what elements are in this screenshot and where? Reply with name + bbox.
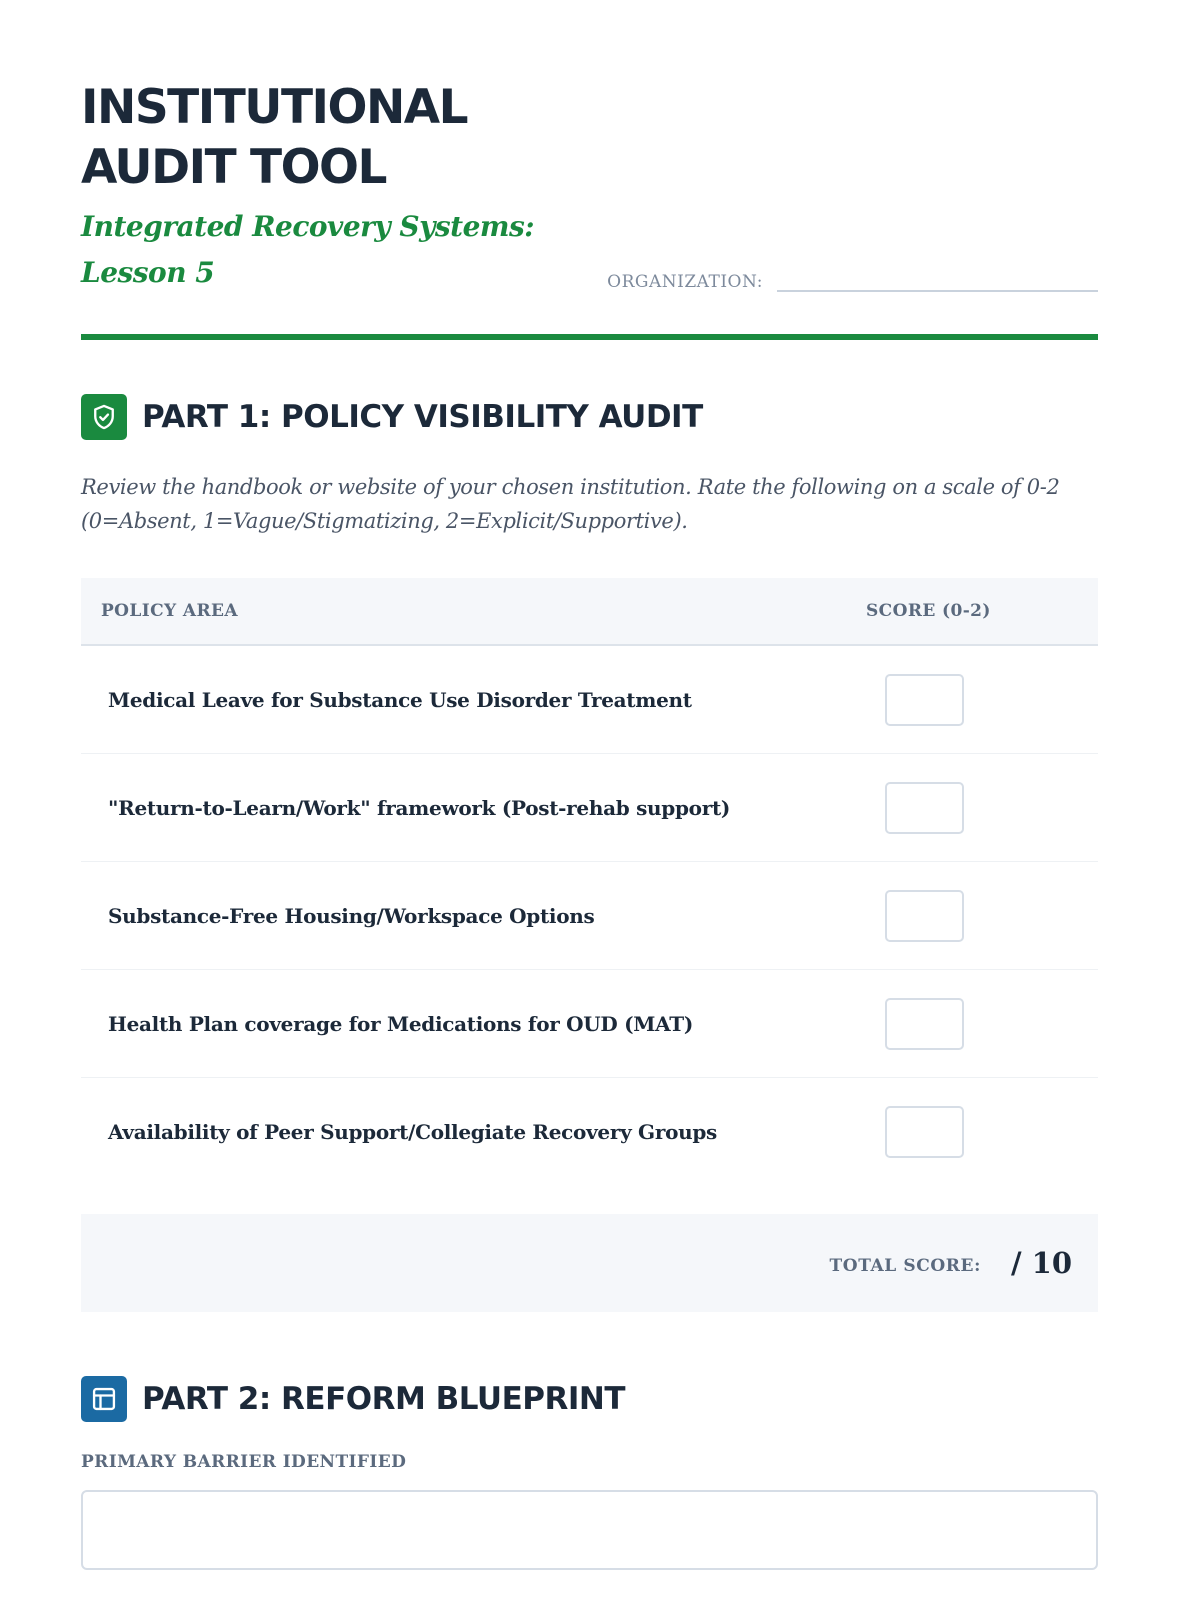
header-divider	[81, 334, 1098, 340]
policy-area-label: Health Plan coverage for Medications for OUD (MAT)	[108, 1011, 694, 1036]
total-score-bar	[81, 1214, 1098, 1312]
policy-area-label: Medical Leave for Substance Use Disorder Treatment	[108, 687, 692, 712]
score-input[interactable]	[885, 674, 964, 726]
table-row	[81, 862, 1098, 970]
table-row	[81, 1078, 1098, 1186]
score-input[interactable]	[885, 998, 964, 1050]
policy-area-label: Substance-Free Housing/Workspace Options	[108, 903, 595, 928]
organization-field-group	[607, 262, 1098, 292]
shield-check-icon	[81, 394, 127, 440]
policy-area-label: "Return-to-Learn/Work" framework (Post-rehab support)	[108, 795, 731, 820]
score-input[interactable]	[885, 782, 964, 834]
organization-field[interactable]	[777, 262, 1098, 292]
layout-panel-icon	[81, 1376, 127, 1422]
part1-section	[81, 394, 1098, 1312]
page-title: INSTITUTIONAL AUDIT TOOL	[81, 80, 468, 195]
column-header-score: SCORE (0-2)	[866, 601, 991, 621]
table-row	[81, 754, 1098, 862]
part2-title: PART 2: REFORM BLUEPRINT	[142, 1381, 625, 1417]
primary-barrier-input[interactable]	[81, 1490, 1098, 1570]
header	[81, 0, 1098, 344]
organization-label: ORGANIZATION:	[607, 272, 763, 292]
policy-audit-table	[81, 578, 1098, 1186]
part1-title: PART 1: POLICY VISIBILITY AUDIT	[142, 399, 703, 435]
part1-heading	[81, 394, 1098, 440]
page-subtitle: Integrated Recovery Systems: Lesson 5	[81, 210, 535, 289]
policy-area-label: Availability of Peer Support/Collegiate Recovery Groups	[108, 1120, 717, 1144]
score-input[interactable]	[885, 890, 964, 942]
part2-heading	[81, 1376, 1098, 1422]
score-input[interactable]	[885, 1106, 964, 1158]
total-score-value: / 10	[1010, 1246, 1072, 1280]
part1-instructions: Review the handbook or website of your chosen institution. Rate the following on a scale of 0-2 (0=Absent, 1=Vague/Stigmatizing, 2=Explicit/Supportive).	[81, 475, 1060, 533]
table-row	[81, 646, 1098, 754]
table-header	[81, 578, 1098, 646]
table-row	[81, 970, 1098, 1078]
column-header-policy-area: POLICY AREA	[101, 601, 238, 621]
primary-barrier-label: PRIMARY BARRIER IDENTIFIED	[81, 1452, 407, 1472]
part2-section	[81, 1376, 1098, 1570]
total-score-label: TOTAL SCORE:	[829, 1256, 981, 1276]
